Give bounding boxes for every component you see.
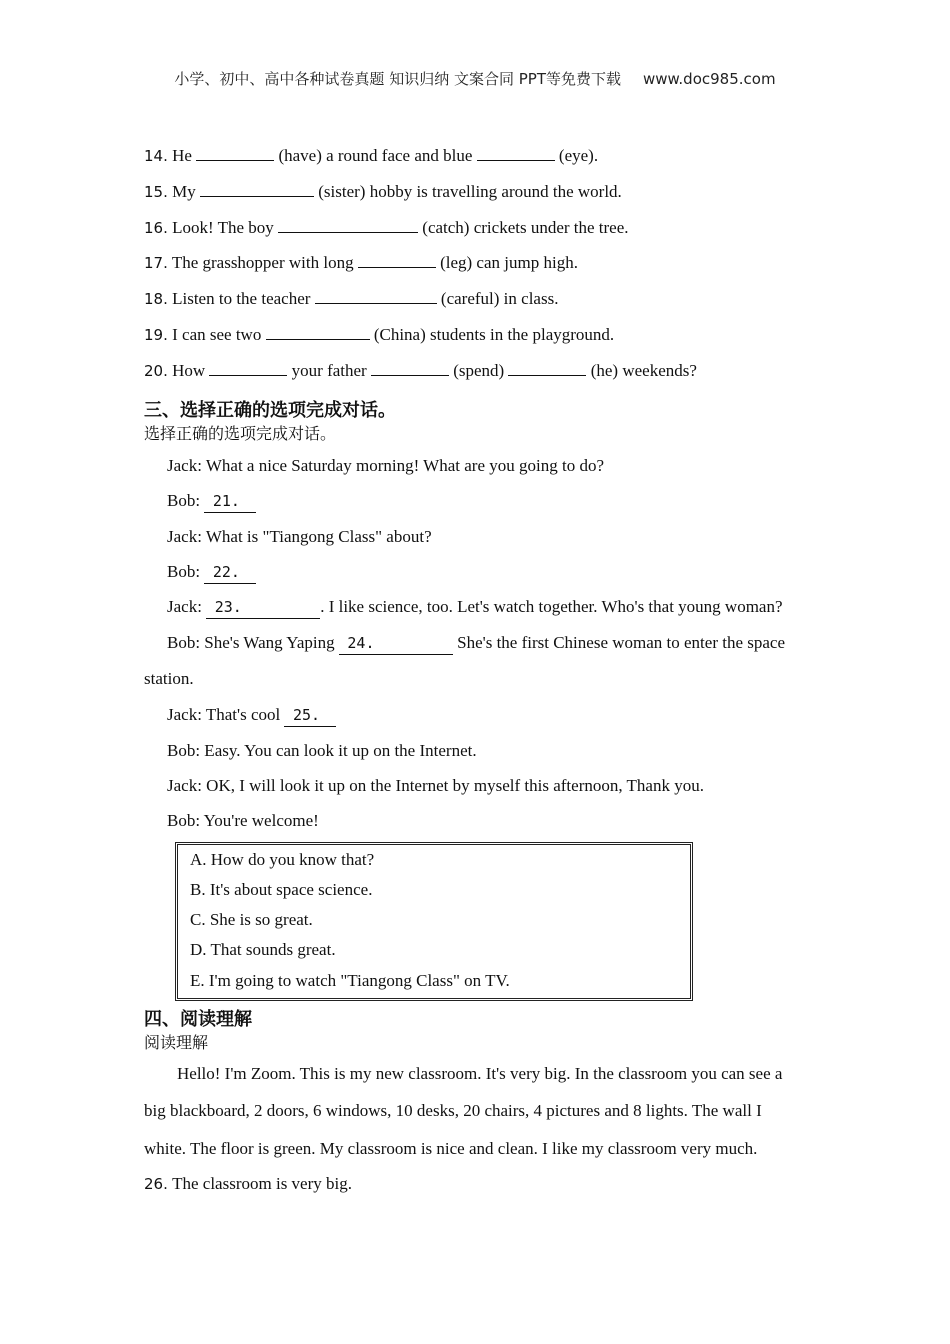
answer-blank[interactable] (371, 360, 449, 376)
answer-blank[interactable] (196, 145, 274, 161)
section-3-subtitle: 选择正确的选项完成对话。 (144, 424, 337, 443)
question-26: 26. The classroom is very big. (144, 1174, 352, 1193)
options-box (175, 842, 693, 1001)
option-c: C. She is so great. (190, 910, 313, 929)
option-e: E. I'm going to watch "Tiangong Class" on TV. (190, 971, 510, 990)
section-4-title: 四、阅读理解 (144, 1009, 252, 1030)
answer-blank[interactable] (200, 181, 314, 197)
answer-blank[interactable] (278, 217, 418, 233)
dialog-line: Bob: 21. (167, 490, 256, 513)
passage-line: big blackboard, 2 doors, 6 windows, 10 desks, 20 chairs, 4 pictures and 8 lights. The wall I (144, 1101, 762, 1120)
question-20: 20. How your father (spend) (he) weekends? (144, 361, 697, 380)
dialog-line: Jack: What a nice Saturday morning! What are you going to do? (167, 456, 604, 475)
dialog-blank-24[interactable]: 24. (339, 632, 453, 655)
dialog-line: Bob: 22. (167, 561, 256, 584)
answer-blank[interactable] (358, 252, 436, 268)
question-15: 15. My (sister) hobby is travelling around the world. (144, 182, 622, 201)
dialog-line: Bob: Easy. You can look it up on the Internet. (167, 741, 477, 760)
answer-blank[interactable] (508, 360, 586, 376)
question-14: 14. He (have) a round face and blue (eye). (144, 146, 599, 165)
dialog-line-cont: station. (144, 669, 194, 688)
question-16: 16. Look! The boy (catch) crickets under the tree. (144, 218, 629, 237)
passage-line: white. The floor is green. My classroom is nice and clean. I like my classroom very much. (144, 1139, 758, 1158)
passage-line: Hello! I'm Zoom. This is my new classroom. It's very big. In the classroom you can see a (177, 1064, 783, 1083)
header-text: 小学、初中、高中各种试卷真题 知识归纳 文案合同 PPT等免费下载 (174, 70, 621, 88)
answer-blank[interactable] (209, 360, 287, 376)
option-a: A. How do you know that? (190, 850, 375, 869)
dialog-line: Bob: She's Wang Yaping 24. She's the first Chinese woman to enter the space (167, 632, 785, 655)
dialog-line: Jack: What is "Tiangong Class" about? (167, 527, 432, 546)
dialog-blank-25[interactable]: 25. (284, 704, 336, 727)
page-header (0, 68, 950, 89)
section-3-title: 三、选择正确的选项完成对话。 (144, 400, 396, 421)
dialog-blank-22[interactable]: 22. (204, 561, 256, 584)
option-d: D. That sounds great. (190, 940, 336, 959)
answer-blank[interactable] (266, 324, 370, 340)
question-19: 19. I can see two (China) students in the playground. (144, 325, 615, 344)
dialog-blank-21[interactable]: 21. (204, 490, 256, 513)
dialog-line: Jack: That's cool 25. (167, 704, 336, 727)
answer-blank[interactable] (315, 288, 437, 304)
question-17: 17. The grasshopper with long (leg) can jump high. (144, 253, 578, 272)
option-b: B. It's about space science. (190, 880, 373, 899)
header-url[interactable]: www.doc985.com (642, 70, 776, 88)
question-18: 18. Listen to the teacher (careful) in class. (144, 289, 559, 308)
dialog-line: Bob: You're welcome! (167, 811, 319, 830)
dialog-line: Jack: 23. . I like science, too. Let's watch together. Who's that young woman? (167, 596, 783, 619)
answer-blank[interactable] (477, 145, 555, 161)
section-4-subtitle: 阅读理解 (144, 1033, 209, 1052)
dialog-line: Jack: OK, I will look it up on the Internet by myself this afternoon, Thank you. (167, 776, 704, 795)
dialog-blank-23[interactable]: 23. (206, 596, 320, 619)
